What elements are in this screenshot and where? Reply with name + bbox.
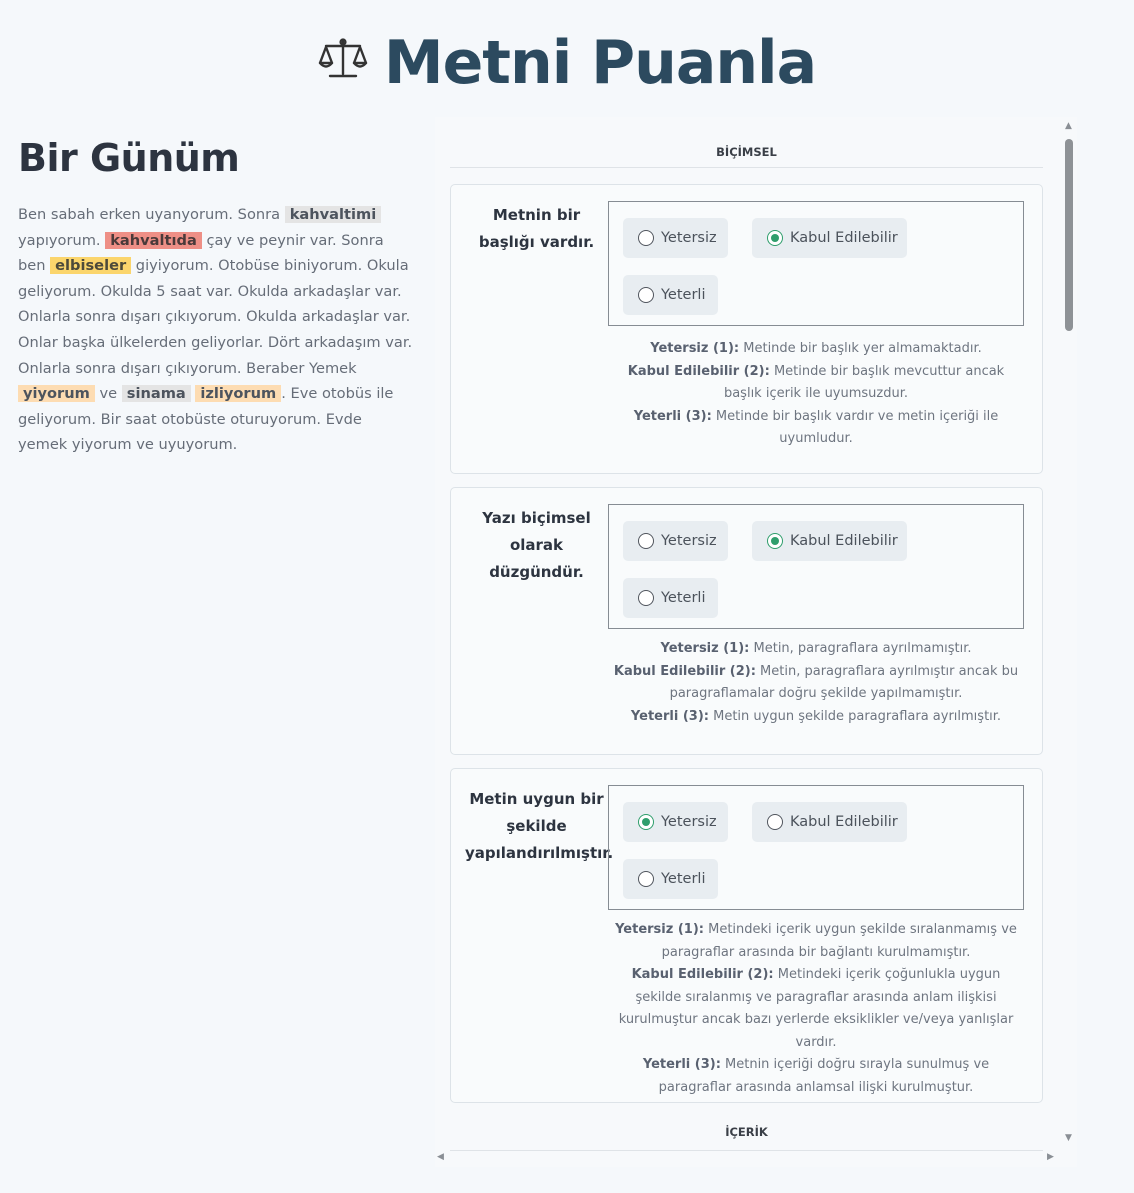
option-label: Yetersiz: [661, 230, 717, 246]
story-text-segment: Ben sabah erken uyanyorum. Sonra: [18, 206, 285, 223]
criterion-descriptions: [608, 919, 1024, 1099]
section-header-content: İÇERİK: [450, 1125, 1043, 1147]
criterion-label: Metnin bir başlığı vardır.: [478, 206, 595, 251]
story-text-segment: giyiyorum. Otobüse biniyorum. Okula geliyorum. Okulda 5 saat var. Okulda arkadaşlar var. Onlarla sonra dışarı çıkıyorum. Okulda arkadaşlar var. Onlar başka ülkelerden geliyorlar. Dört arkadaşım var. Onlarla sonra dışarı çıkıyorum. Beraber Yemek: [18, 257, 413, 377]
vertical-scrollbar[interactable]: [1061, 117, 1077, 1147]
horizontal-scrollbar[interactable]: [435, 1147, 1061, 1167]
radio-button[interactable]: [638, 590, 654, 606]
highlighted-word: sinama: [122, 385, 191, 402]
criterion-card: [450, 768, 1043, 1103]
rating-options: [608, 201, 1024, 326]
scrollbar-track: [450, 1150, 1043, 1151]
option-label: Kabul Edilebilir: [790, 230, 898, 246]
radio-button[interactable]: [767, 814, 783, 830]
rating-option[interactable]: [623, 275, 718, 315]
rating-option[interactable]: [623, 521, 728, 561]
level-description: [608, 706, 1024, 729]
section-header-formal: BİÇİMSEL: [450, 145, 1043, 168]
level-name: Yetersiz (1):: [615, 922, 704, 937]
level-description: [608, 338, 1024, 361]
level-name: Yeterli (3):: [642, 1057, 721, 1072]
rubric-panel: [435, 117, 1077, 1167]
level-text: Metin, paragraflara ayrılmamıştır.: [749, 641, 972, 656]
level-text: Metnin içeriği doğru sırayla sunulmuş ve paragraflar arasında anlamsal ilişki kurulmuştur.: [658, 1057, 990, 1095]
scroll-left-icon[interactable]: ◀: [437, 1152, 444, 1162]
level-text: Metinde bir başlık yer almamaktadır.: [739, 341, 982, 356]
radio-button[interactable]: [767, 230, 783, 246]
rating-option[interactable]: [623, 578, 718, 618]
criterion-card: [450, 184, 1043, 474]
option-label: Yeterli: [661, 287, 706, 303]
level-description: [608, 1054, 1024, 1099]
scrollbar-thumb[interactable]: [1065, 139, 1073, 331]
story-title: Bir Günüm: [18, 136, 240, 180]
level-text: Metinde bir başlık vardır ve metin içeriği ile uyumludur.: [711, 408, 999, 446]
rating-option[interactable]: [752, 521, 907, 561]
level-name: Yeterli (3):: [630, 708, 709, 724]
highlighted-word: kahvaltimi: [285, 206, 382, 223]
scroll-down-icon[interactable]: ▼: [1065, 1133, 1072, 1143]
story-text: [18, 202, 413, 458]
radio-button[interactable]: [767, 533, 783, 549]
level-name: Kabul Edilebilir (2):: [613, 663, 756, 679]
level-text: Metindeki içerik uygun şekilde sıralanmamış ve paragraflar arasında bir bağlantı kurulmamıştır.: [661, 922, 1017, 960]
level-description: [608, 406, 1024, 451]
level-name: Yetersiz (1):: [650, 341, 740, 356]
story-text-segment: . Eve otobüs ile geliyorum. Bir saat otobüste oturuyorum. Evde yemek yiyorum ve uyuyorum.: [18, 385, 394, 454]
radio-button[interactable]: [638, 230, 654, 246]
story-panel: [18, 136, 413, 458]
highlighted-word: elbiseler: [50, 257, 131, 274]
option-label: Yetersiz: [661, 814, 717, 830]
criterion-descriptions: [608, 638, 1024, 728]
option-label: Kabul Edilebilir: [790, 814, 898, 830]
level-name: Yetersiz (1):: [660, 641, 750, 656]
rating-options: [608, 504, 1024, 629]
story-text-segment: çay ve peynir var. Sonra ben: [18, 231, 384, 275]
scroll-up-icon[interactable]: ▲: [1065, 121, 1072, 131]
rubric-scroll-area[interactable]: [435, 117, 1061, 1147]
radio-button[interactable]: [638, 287, 654, 303]
rating-option[interactable]: [623, 859, 718, 899]
criterion-label: Yazı biçimsel olarak düzgündür.: [482, 509, 591, 581]
rating-option[interactable]: [623, 802, 728, 842]
criterion-descriptions: [608, 338, 1024, 451]
level-text: Metin, paragraflara ayrılmıştır ancak bu paragraflamalar doğru şekilde yapılmamıştır.: [669, 663, 1019, 701]
option-label: Yetersiz: [661, 533, 717, 549]
option-label: Kabul Edilebilir: [790, 533, 898, 549]
rating-option[interactable]: [623, 218, 728, 258]
scroll-right-icon[interactable]: ▶: [1047, 1152, 1054, 1162]
level-text: Metin uygun şekilde paragraflara ayrılmıştır.: [708, 708, 1002, 724]
level-text: Metinde bir başlık mevcuttur ancak başlık içerik ile uyumsuzdur.: [723, 363, 1005, 401]
criterion-card: [450, 487, 1043, 755]
level-name: Yeterli (3):: [633, 408, 712, 424]
rating-option[interactable]: [752, 218, 907, 258]
highlighted-word: yiyorum: [18, 385, 95, 402]
page-title: [0, 28, 1134, 101]
scale-icon: [318, 25, 368, 95]
highlighted-word: kahvaltıda: [105, 232, 202, 249]
story-text-segment: ve: [94, 385, 122, 403]
option-label: Yeterli: [661, 871, 706, 887]
option-label: Yeterli: [661, 590, 706, 606]
radio-button[interactable]: [638, 814, 654, 830]
rating-options: [608, 785, 1024, 910]
level-description: [608, 638, 1024, 661]
criterion-label: Metin uygun bir şekilde yapılandırılmıştır.: [465, 790, 614, 862]
level-description: [608, 964, 1024, 1054]
radio-button[interactable]: [638, 533, 654, 549]
rating-option[interactable]: [752, 802, 907, 842]
level-text: Metindeki içerik çoğunlukla uygun şekilde sıralanmış ve paragraflar arasında anlam ilişkisi kurulmuştur ancak bazı yerlerde eksiklikler ve/veya yanlışlar vardır.: [618, 967, 1014, 1050]
level-description: [608, 361, 1024, 406]
radio-button[interactable]: [638, 871, 654, 887]
app-title-text: Metni Puanla: [383, 28, 817, 98]
level-name: Kabul Edilebilir (2):: [631, 967, 774, 982]
level-description: [608, 661, 1024, 706]
highlighted-word: izliyorum: [195, 385, 281, 402]
level-description: [608, 919, 1024, 964]
level-name: Kabul Edilebilir (2):: [627, 363, 770, 379]
story-text-segment: yapıyorum.: [18, 231, 106, 249]
